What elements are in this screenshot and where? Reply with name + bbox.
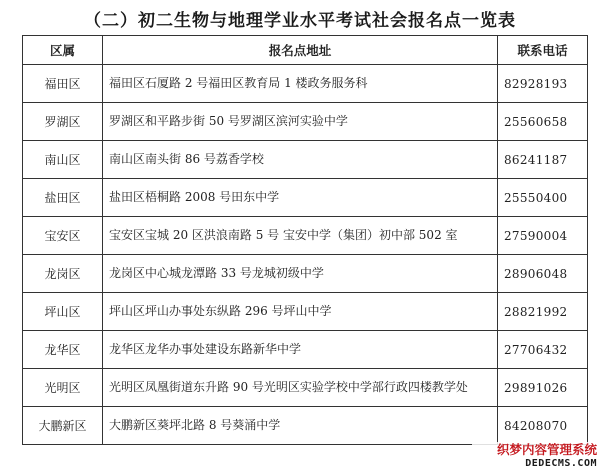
address-cell: 南山区南头街 86 号荔香学校 xyxy=(103,141,498,179)
table-header-row xyxy=(23,36,588,65)
table-row xyxy=(23,141,588,179)
table-row xyxy=(23,369,588,407)
address-cell: 龙华区龙华办事处建设东路新华中学 xyxy=(103,331,498,369)
table-row xyxy=(23,255,588,293)
address-cell: 坪山区坪山办事处东纵路 296 号坪山中学 xyxy=(103,293,498,331)
phone-cell: 82928193 xyxy=(498,65,588,103)
header-phone: 联系电话 xyxy=(498,36,588,65)
table-row xyxy=(23,293,588,331)
registration-sites-table xyxy=(22,35,588,445)
phone-cell: 25550400 xyxy=(498,179,588,217)
district-cell: 大鹏新区 xyxy=(23,407,103,445)
table-row xyxy=(23,217,588,255)
watermark-logo xyxy=(472,442,597,472)
district-cell: 罗湖区 xyxy=(23,103,103,141)
table-row xyxy=(23,65,588,103)
address-cell: 盐田区梧桐路 2008 号田东中学 xyxy=(103,179,498,217)
district-cell: 坪山区 xyxy=(23,293,103,331)
district-cell: 盐田区 xyxy=(23,179,103,217)
watermark-text: 织梦内容管理系统 xyxy=(496,442,597,457)
table-row xyxy=(23,331,588,369)
address-cell: 宝安区宝城 20 区洪浪南路 5 号 宝安中学（集团）初中部 502 室 xyxy=(103,217,498,255)
page-title: （二）初二生物与地理学业水平考试社会报名点一览表 xyxy=(84,11,516,31)
phone-cell: 28821992 xyxy=(498,293,588,331)
table-row xyxy=(23,179,588,217)
phone-cell: 86241187 xyxy=(498,141,588,179)
phone-cell: 84208070 xyxy=(498,407,588,445)
table-row xyxy=(23,407,588,445)
phone-cell: 27706432 xyxy=(498,331,588,369)
header-address: 报名点地址 xyxy=(103,36,498,65)
phone-cell: 25560658 xyxy=(498,103,588,141)
address-cell: 龙岗区中心城龙潭路 33 号龙城初级中学 xyxy=(103,255,498,293)
district-cell: 龙岗区 xyxy=(23,255,103,293)
district-cell: 宝安区 xyxy=(23,217,103,255)
district-cell: 南山区 xyxy=(23,141,103,179)
address-cell: 光明区凤凰街道东升路 90 号光明区实验学校中学部行政四楼教学处 xyxy=(103,369,498,407)
watermark-url: DEDECMS.COM xyxy=(525,458,597,469)
address-cell: 大鹏新区葵坪北路 8 号葵涌中学 xyxy=(103,407,498,445)
address-cell: 福田区石厦路 2 号福田区教育局 1 楼政务服务科 xyxy=(103,65,498,103)
district-cell: 光明区 xyxy=(23,369,103,407)
district-cell: 福田区 xyxy=(23,65,103,103)
phone-cell: 28906048 xyxy=(498,255,588,293)
district-cell: 龙华区 xyxy=(23,331,103,369)
address-cell: 罗湖区和平路步街 50 号罗湖区滨河实验中学 xyxy=(103,103,498,141)
table-row xyxy=(23,103,588,141)
phone-cell: 29891026 xyxy=(498,369,588,407)
phone-cell: 27590004 xyxy=(498,217,588,255)
header-district: 区属 xyxy=(23,36,103,65)
